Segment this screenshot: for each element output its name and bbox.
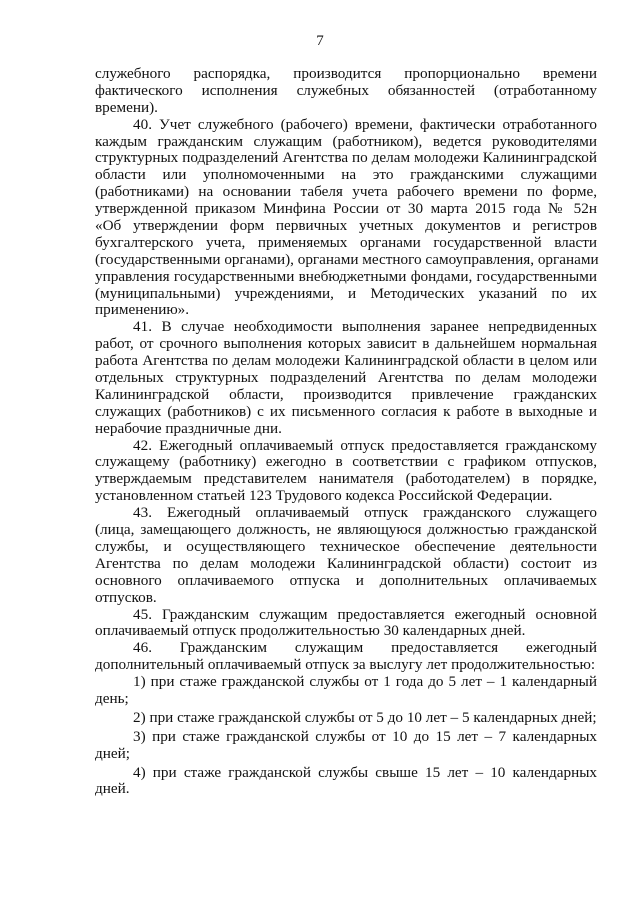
paragraph-line: каждым гражданским служащим (работником), ведется руководителями — [95, 132, 597, 150]
paragraph-line: 4) при стаже гражданской службы свыше 15 лет – 10 календарных — [133, 763, 597, 781]
paragraph — [95, 674, 597, 708]
paragraph-line: основного оплачиваемого отпуска и дополнительных оплачиваемых — [95, 571, 597, 589]
paragraph-line: дней; — [95, 744, 130, 762]
paragraph — [95, 438, 597, 506]
paragraph-line: (государственными органами), органами местного самоуправления, органами — [95, 250, 599, 268]
paragraph-line: 3) при стаже гражданской службы от 10 до 15 лет – 7 календарных — [133, 727, 597, 745]
paragraph — [95, 640, 597, 674]
paragraph-line: бухгалтерского учета, применяемых органами государственной власти — [95, 233, 597, 251]
paragraph — [95, 117, 597, 320]
paragraph-line: 43. Ежегодный оплачиваемый отпуск гражданского служащего — [133, 504, 597, 522]
paragraph-gap — [95, 798, 597, 800]
paragraph-line: отдельных структурных подразделений Агентства по делам молодежи — [95, 369, 597, 387]
paragraph-line: 1) при стаже гражданской службы от 1 года до 5 лет – 1 календарный — [133, 673, 597, 691]
paragraph-line: применению». — [95, 301, 190, 319]
paragraph-line: нерабочие праздничные дни. — [95, 419, 282, 437]
paragraph — [95, 765, 597, 799]
paragraph-line: структурных подразделений Агентства по делам молодежи Калининградской — [95, 149, 597, 167]
paragraph-line: фактического исполнения служебных обязанностей (отработанному — [95, 81, 597, 99]
paragraph-line: дополнительный оплачиваемый отпуск за выслугу лет продолжительностью: — [95, 656, 596, 674]
paragraph-line: области или уполномоченными на это гражданскими служащими — [95, 166, 597, 184]
paragraph-line: 2) при стаже гражданской службы от 5 до 10 лет – 5 календарных дней; — [133, 708, 597, 726]
paragraph-line: служащих (работников) с их письменного согласия к работе в выходные и — [95, 402, 597, 420]
paragraph-line: дней. — [95, 780, 130, 798]
paragraph-line: 41. В случае необходимости выполнения заранее непредвиденных — [133, 318, 597, 336]
paragraph-line: времени). — [95, 98, 158, 116]
paragraph-line: отпусков. — [95, 588, 157, 606]
paragraph-line: служащему (работнику) ежегодно в соответствии с графиком отпусков, — [95, 453, 597, 471]
paragraph-line: «Об утверждении форм первичных учетных документов и регистров — [95, 217, 597, 235]
paragraph-line: 46. Гражданским служащим предоставляется ежегодный — [133, 639, 597, 657]
paragraph-line: служебного распорядка, производится пропорционально времени — [95, 65, 597, 82]
paragraph-line: работа Агентства по делам молодежи Калининградской области в целом или — [95, 352, 597, 370]
paragraph-line: Агентства по делам молодежи Калининградской области) состоит из — [95, 554, 597, 572]
paragraph-line: день; — [95, 689, 129, 707]
paragraph-line: управления государственными внебюджетными фондами, государственными — [95, 267, 597, 285]
paragraph — [95, 607, 597, 641]
paragraph-line: 45. Гражданским служащим предоставляется ежегодный основной — [133, 605, 597, 623]
paragraph — [95, 66, 597, 117]
paragraph-line: (лица, замещающего должность, не являющуюся должностью гражданской — [95, 521, 597, 539]
paragraph — [95, 710, 597, 727]
paragraph-line: (муниципальными) учреждениями, и Методических указаний по их — [95, 284, 597, 302]
paragraph-line: 40. Учет служебного (рабочего) времени, фактически отработанного — [133, 115, 597, 133]
paragraph-line: службы, и осуществляющего техническое обеспечение деятельности — [95, 537, 597, 555]
paragraph — [95, 319, 597, 437]
paragraph — [95, 729, 597, 763]
paragraph — [95, 505, 597, 606]
paragraph-line: работ, от срочного выполнения которых зависит в дальнейшем нормальная — [95, 335, 597, 353]
paragraph-line: Калининградской области, производится привлечение гражданских — [95, 385, 597, 403]
paragraph-line: утвержденной приказом Минфина России от 30 марта 2015 года № 52н — [95, 200, 597, 218]
document-body — [95, 66, 597, 800]
paragraph-line: 42. Ежегодный оплачиваемый отпуск предоставляется гражданскому — [133, 436, 597, 454]
paragraph-line: установленном статьей 123 Трудового кодекса Российской Федерации. — [95, 487, 553, 505]
paragraph-line: утверждаемым представителем нанимателя (работодателем) в порядке, — [95, 470, 597, 488]
page-number: 7 — [316, 33, 324, 49]
paragraph-line: (работниками) на основании табеля учета рабочего времени по форме, — [95, 183, 597, 201]
paragraph-line: оплачиваемый отпуск продолжительностью 30 календарных дней. — [95, 622, 526, 640]
